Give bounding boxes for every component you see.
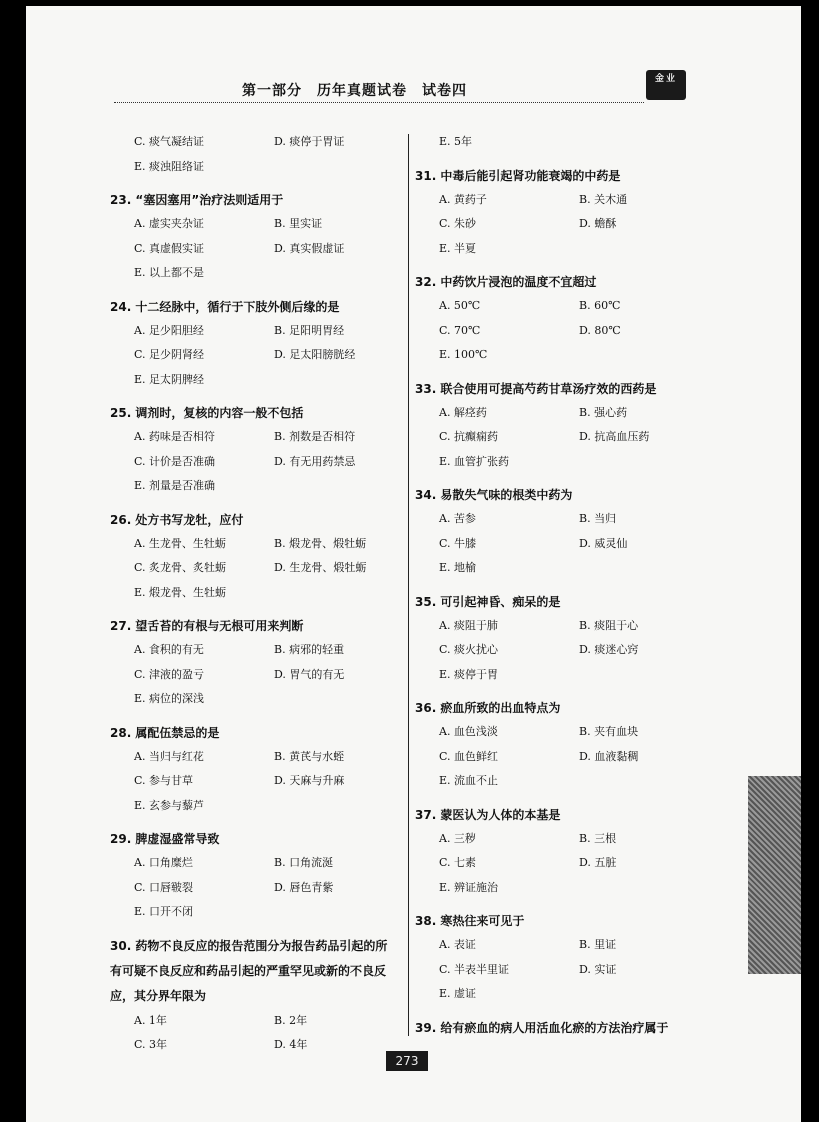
options-grid [110,1009,406,1058]
option: D. 实证 [579,962,617,976]
option: B. 病邪的轻重 [274,643,345,656]
option: C. 参与甘草 [134,774,194,787]
option: E. 煅龙骨、生牡蛎 [134,585,227,599]
options-grid [415,614,715,688]
option: E. 以上都不是 [134,266,205,279]
option: A. 药味是否相符 [134,430,215,443]
option: A. 当归与红花 [134,749,204,763]
options-grid [415,401,715,475]
option: C. 真虚假实证 [134,241,205,255]
question-text: 26. 处方书写龙牡，应付 [110,512,244,527]
option: E. 足太阴脾经 [134,372,205,386]
question-text: 27. 望舌苔的有根与无根可用来判断 [110,619,304,633]
option: B. 痰阻于心 [579,618,639,632]
option: B. 煅龙骨、煅牡蛎 [274,536,367,550]
question-text: 39. 给有瘀血的病人用活血化瘀的方法治疗属于 [415,1020,669,1035]
option: A. 50℃ [439,299,481,312]
question [415,696,715,794]
question-text: 35. 可引起神昏、痴呆的是 [415,594,561,609]
option: D. 威灵仙 [579,536,628,550]
option: E. 100℃ [439,348,488,361]
option: A. 血色浅淡 [439,725,498,738]
question-text: 37. 蒙医认为人体的本基是 [415,807,561,822]
question-text: 28. 属配伍禁忌的是 [110,725,220,740]
option: B. 强心药 [579,405,628,419]
option: C. 炙龙骨、炙牡蛎 [134,561,227,574]
option: C. 津液的盈亏 [134,667,205,681]
option: C. 计价是否准确 [134,454,216,468]
option: B. 60℃ [579,299,621,312]
option: B. 里证 [579,938,617,951]
question [110,721,406,819]
option: C. 口唇皲裂 [134,880,194,894]
option: D. 80℃ [579,323,621,337]
option: B. 关木通 [579,192,628,206]
option: D. 痰迷心窍 [579,643,639,656]
option: C. 痰火扰心 [439,643,499,656]
question-text: 23. “塞因塞用”治疗法则适用于 [110,193,284,207]
option: D. 抗高血压药 [579,430,650,443]
option: B. 口角流涎 [274,856,334,869]
option: C. 血色鲜红 [439,749,499,763]
options-grid [110,425,406,499]
options-grid [415,933,715,1007]
option: B. 里实证 [274,217,323,230]
option: A. 足少阳胆经 [134,323,204,337]
option: E. 痰停于胃 [439,667,499,681]
option: D. 真实假虚证 [274,241,345,255]
question-text: 24. 十二经脉中，循行于下肢外侧后缘的是 [110,299,340,314]
option: D. 生龙骨、煅牡蛎 [274,561,367,574]
option: B. 三根 [579,831,617,845]
option: C. 朱砂 [439,217,477,230]
options-grid [415,720,715,794]
question [415,590,715,688]
question-text: 29. 脾虚湿盛常导致 [110,832,220,846]
option: A. 1年 [134,1013,167,1027]
header-title: 第一部分 历年真题试卷 试卷四 [242,83,467,99]
question-text: 25. 调剂时，复核的内容一般不包括 [110,406,304,420]
option: C. 痰气凝结证 [134,135,205,148]
question [110,188,406,286]
options-grid [415,507,715,581]
option: E. 地榆 [439,561,477,574]
carryover-options [110,130,406,179]
option: C. 足少阴肾经 [134,348,205,361]
question-text: 36. 瘀血所致的出血特点为 [415,701,561,715]
option: A. 三秽 [439,831,476,845]
option: A. 痰阻于肺 [439,618,498,632]
publisher-logo [646,70,686,100]
question-text: 33. 联合使用可提高芍药甘草汤疗效的西药是 [415,381,657,396]
question [415,483,715,581]
exam-page [26,6,801,1122]
question [110,401,406,499]
options-grid [110,745,406,819]
question [110,827,406,925]
option: A. 黄药子 [439,192,487,206]
option: E. 5年 [439,135,473,148]
option: D. 血液黏稠 [579,749,639,763]
option: C. 七素 [439,856,477,869]
option: E. 血管扩张药 [439,454,510,468]
question [110,508,406,606]
options-grid [110,532,406,606]
option: E. 口开不闭 [134,905,194,918]
option: D. 有无用药禁忌 [274,454,356,468]
option: D. 唇色青紫 [274,880,334,894]
carryover-options [415,130,715,155]
left-column [110,130,406,1067]
page-number: 273 [386,1051,428,1071]
option: E. 玄参与藜芦 [134,798,205,812]
question-text: 30. 药物不良反应的报告范围分为报告药品引起的所有可疑不良反应和药品引起的严重罕见或新的不良反应，其分界年限为 [110,938,388,1003]
option: B. 剂数是否相符 [274,430,356,443]
option: C. 70℃ [439,323,481,337]
side-thumb-tab [748,776,801,974]
option: E. 剂量是否准确 [134,479,216,492]
option: D. 五脏 [579,856,617,869]
option: C. 半表半里证 [439,962,510,976]
options-grid [415,827,715,901]
option: D. 4年 [274,1038,308,1051]
question [415,909,715,1007]
option: E. 病位的深浅 [134,692,205,705]
options-grid [110,638,406,712]
question [415,803,715,901]
options-grid [415,188,715,262]
option: C. 抗癫痫药 [439,430,499,443]
option: A. 苦参 [439,512,476,525]
right-column [415,130,715,1049]
question [415,1016,715,1040]
option: C. 3年 [134,1038,168,1051]
option: E. 流血不止 [439,774,499,787]
option: E. 痰浊阻络证 [134,159,205,173]
option: B. 黄芪与水蛭 [274,749,345,763]
option: D. 痰停于胃证 [274,135,345,148]
option: D. 足太阳膀胱经 [274,348,356,361]
option: A. 解痉药 [439,405,487,419]
question [415,270,715,368]
option: B. 足阳明胃经 [274,323,345,337]
option: D. 天麻与升麻 [274,774,345,787]
question-text: 32. 中药饮片浸泡的温度不宜超过 [415,275,597,289]
options-grid [415,294,715,368]
header-divider [114,102,644,103]
option: E. 半夏 [439,241,477,255]
question-text: 31. 中毒后能引起肾功能衰竭的中药是 [415,168,621,183]
options-grid [110,212,406,286]
option: C. 牛膝 [439,536,477,550]
option: E. 虚证 [439,987,477,1000]
question [110,295,406,393]
logo-text: 金业 [654,74,677,84]
question-text: 34. 易散失气味的根类中药为 [415,488,573,502]
option: A. 口角糜烂 [134,856,193,869]
option: D. 胃气的有无 [274,667,345,681]
option: A. 食积的有无 [134,643,204,656]
option: A. 表证 [439,938,476,951]
page-header [114,68,714,108]
question [415,164,715,262]
question [110,614,406,712]
option: D. 蟾酥 [579,217,617,230]
option: E. 辨证施治 [439,880,499,894]
option: A. 虚实夹杂证 [134,217,204,230]
question-text: 38. 寒热往来可见于 [415,914,525,928]
question [415,377,715,475]
option: A. 生龙骨、生牡蛎 [134,536,226,550]
option: B. 当归 [579,512,617,525]
options-grid [110,851,406,925]
option: B. 夹有血块 [579,725,639,738]
options-grid [110,319,406,393]
option: B. 2年 [274,1013,308,1027]
question [110,934,406,1058]
